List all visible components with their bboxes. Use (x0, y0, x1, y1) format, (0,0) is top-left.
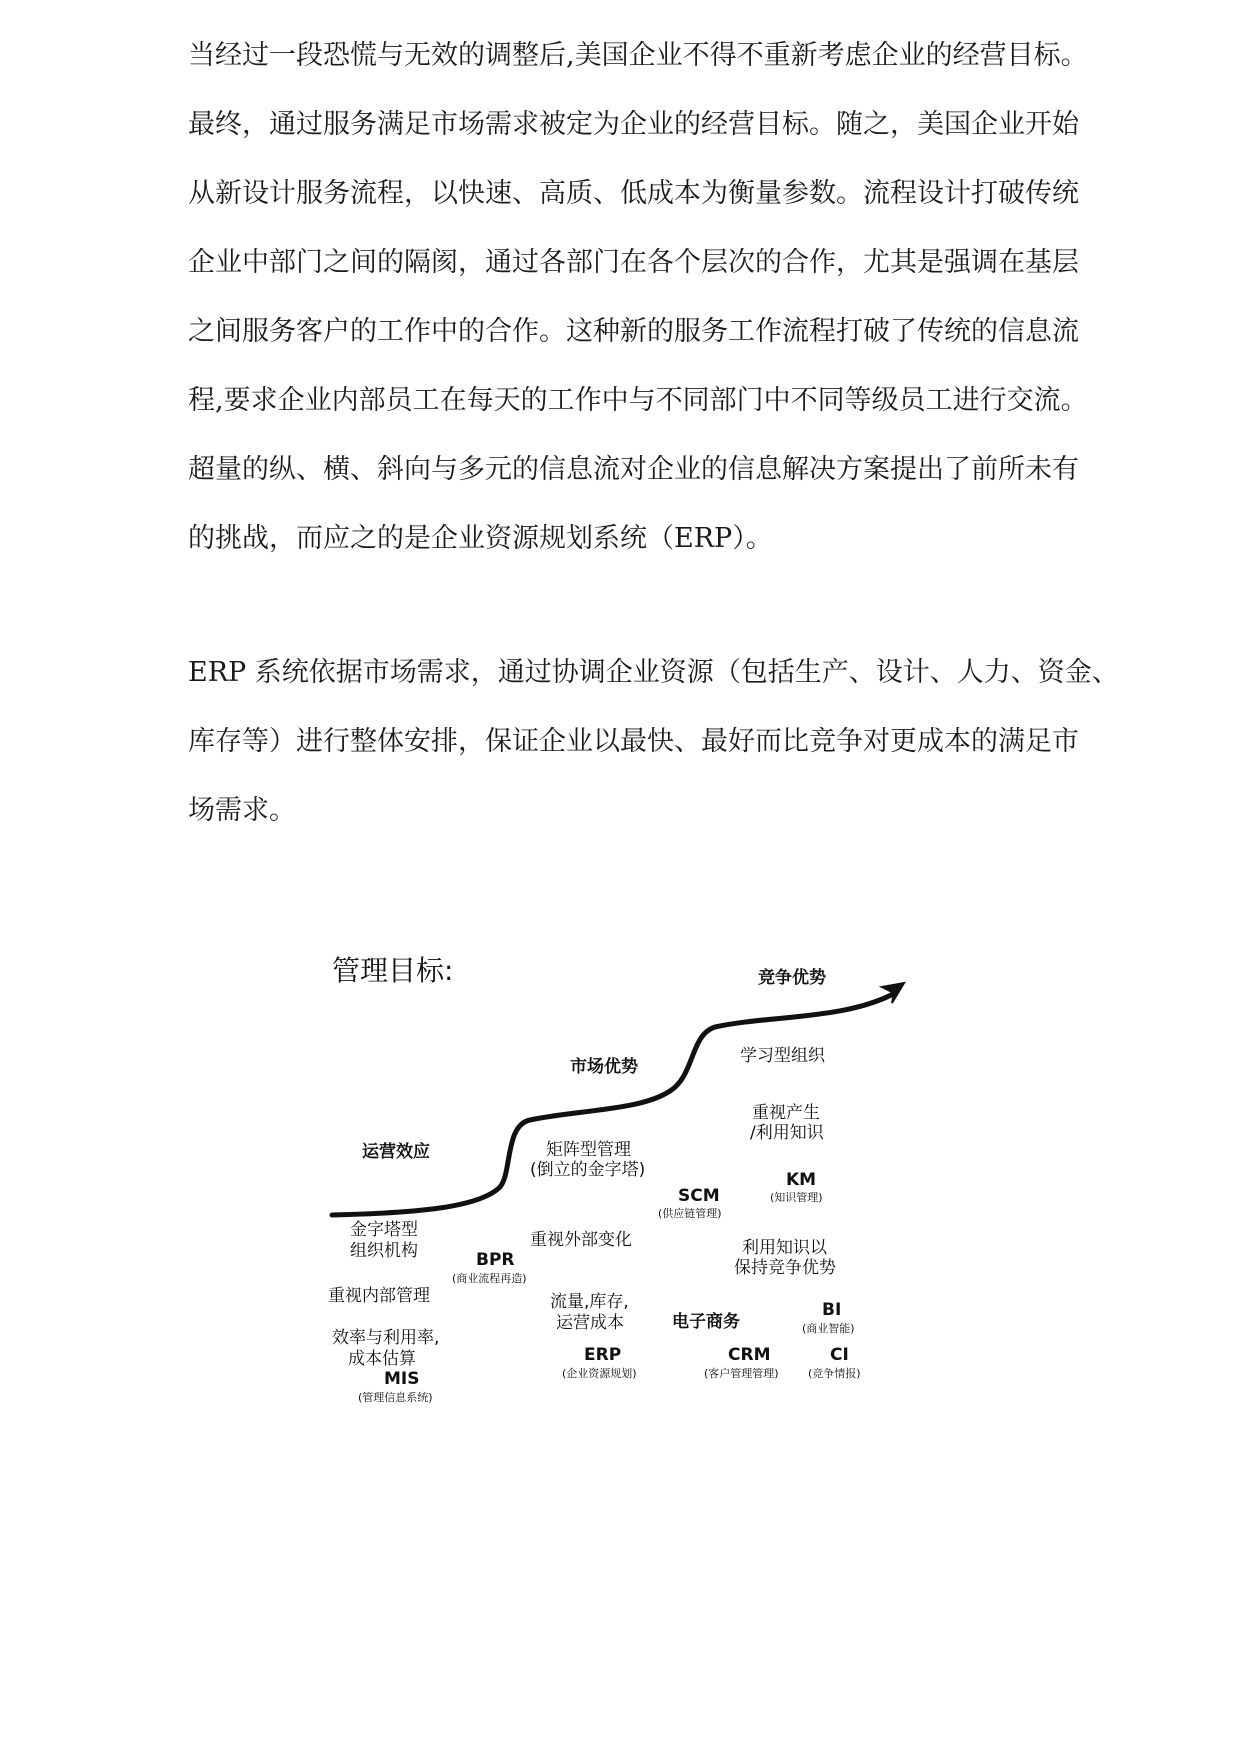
crm-name: (客户管理管理) (704, 1367, 779, 1380)
text-line: 企业中部门之间的隔阂，通过各部门在各个层次的合作，尤其是强调在基层 (188, 247, 1079, 278)
text-line: 场需求。 (188, 795, 296, 826)
bi-name: (商业智能) (802, 1322, 855, 1335)
stage1-item: 金字塔型 (350, 1220, 418, 1240)
km-label: KM (786, 1170, 817, 1190)
bpr-label: BPR (476, 1250, 515, 1270)
stage3-item: 学习型组织 (740, 1046, 825, 1066)
stage1-item: 组织机构 (350, 1241, 418, 1261)
bpr-name: (商业流程再造) (452, 1272, 527, 1285)
scm-name: (供应链管理) (658, 1207, 722, 1220)
mis-name: (管理信息系统) (358, 1391, 433, 1404)
crm-label: CRM (728, 1345, 771, 1365)
ecommerce-label: 电子商务 (672, 1312, 740, 1332)
stage-label-competitive: 竞争优势 (758, 968, 826, 988)
stage1-item: 效率与利用率, (332, 1328, 440, 1348)
mis-label: MIS (384, 1369, 420, 1389)
ci-name: (竞争情报) (808, 1367, 861, 1380)
stage3-item: 保持竞争优势 (734, 1258, 836, 1278)
text-line: 库存等）进行整体安排，保证企业以最快、最好而比竞争对更成本的满足市 (188, 726, 1079, 757)
stage2-item: 运营成本 (556, 1313, 624, 1333)
stage2-item: 重视外部变化 (530, 1230, 632, 1250)
stage1-item: 成本估算 (348, 1349, 416, 1369)
stage2-item: 矩阵型管理 (546, 1140, 631, 1160)
scm-label: SCM (678, 1186, 720, 1206)
text-line: 的挑战，而应之的是企业资源规划系统（ERP）。 (188, 523, 773, 554)
km-name: (知识管理) (770, 1191, 823, 1204)
stage3-item: 重视产生 (752, 1103, 820, 1123)
text-line: ERP 系统依据市场需求，通过协调企业资源（包括生产、设计、人力、资金、 (188, 657, 1119, 688)
stage-label-market: 市场优势 (570, 1057, 638, 1077)
stage1-item: 重视内部管理 (328, 1286, 430, 1306)
stage3-item: /利用知识 (750, 1123, 824, 1143)
text-line: 最终，通过服务满足市场需求被定为企业的经营目标。随之，美国企业开始 (188, 109, 1079, 140)
ci-label: CI (830, 1345, 849, 1365)
stage3-item: 利用知识以 (742, 1238, 827, 1258)
bi-label: BI (822, 1300, 842, 1320)
management-goals-diagram (300, 935, 1000, 1495)
erp-label: ERP (584, 1345, 622, 1365)
erp-name: (企业资源规划) (562, 1367, 637, 1380)
stage2-item: 流量,库存, (550, 1292, 629, 1312)
text-line: 从新设计服务流程，以快速、高质、低成本为衡量参数。流程设计打破传统 (188, 178, 1079, 209)
stage2-item: (倒立的金字塔) (530, 1160, 646, 1180)
text-line: 当经过一段恐慌与无效的调整后,美国企业不得不重新考虑企业的经营目标。 (188, 40, 1088, 71)
diagram-title: 管理目标: (332, 954, 454, 987)
stage-label-operational: 运营效应 (362, 1142, 430, 1162)
text-line: 程,要求企业内部员工在每天的工作中与不同部门中不同等级员工进行交流。 (188, 385, 1088, 416)
diagram-svg (300, 935, 1000, 1495)
text-line: 超量的纵、横、斜向与多元的信息流对企业的信息解决方案提出了前所未有 (188, 454, 1079, 485)
text-line: 之间服务客户的工作中的合作。这种新的服务工作流程打破了传统的信息流 (188, 316, 1079, 347)
